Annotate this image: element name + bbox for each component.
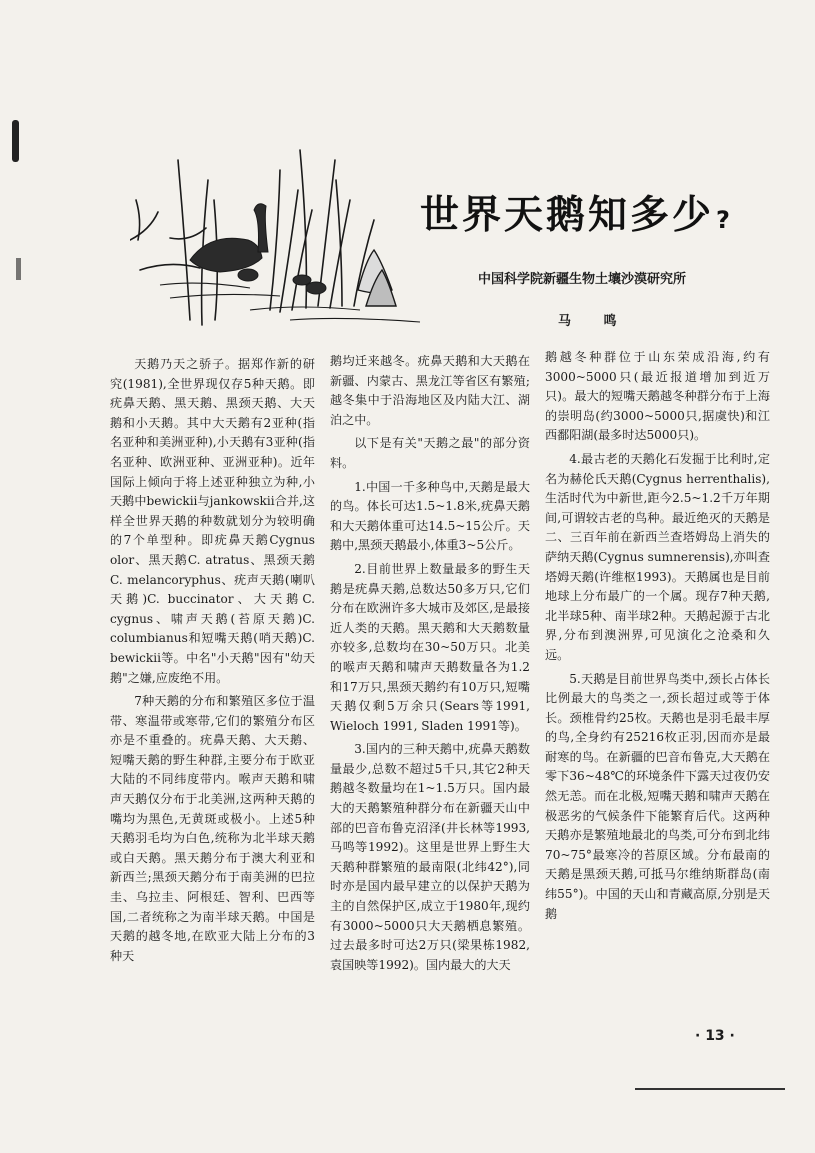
title-text: 世界天鹅知多少 [420, 193, 715, 239]
paragraph: 1.中国一千多种鸟中,天鹅是最大的鸟。体长可达1.5~1.8米,疣鼻天鹅和大天鹅体重可达14.5~15公斤。天鹅中,黑颈天鹅最小,体重3~5公斤。 [330, 479, 530, 553]
paragraph: 天鹅乃天之骄子。据郑作新的研究(1981),全世界现仅存5种天鹅。即疣鼻天鹅、黑天鹅、黑颈天鹅、大天鹅和小天鹅。其中大天鹅有2亚种(指名亚种和美洲亚种),小天鹅有3亚种(指名亚种、欧洲亚种、亚洲亚种)。近年国际上倾向于将上述亚种独立为种,小天鹅中bewickii与jankowskii合并,这样全世界天鹅的种数就划分为较明确的7个单型种。即疣鼻天鹅Cygnus olor、黑天鹅C. atratus、黑颈天鹅C. melancoryphus、疣声天鹅(喇叭天鹅)C. buccinator、大天鹅C. cygnus、啸声天鹅(苔原天鹅)C. columbianus和短嘴天鹅(哨天鹅)C. bewickii等。中名"小天鹅"因有"幼天鹅"之嫌,应废绝不用。 [110, 357, 315, 685]
paragraph: 5.天鹅是目前世界鸟类中,颈长占体长比例最大的鸟类之一,颈长超过或等于体长。颈椎骨约25枚。天鹅也是羽毛最丰厚的鸟,全身约有25216枚正羽,因而亦是最耐寒的鸟。在新疆的巴音布鲁克,大天鹅在零下36~48℃的环境条件下露天过夜仍安然无恙。而在北极,短嘴天鹅和啸声天鹅在极恶劣的气候条件下能繁育后代。这两种天鹅亦是繁殖地最北的鸟类,可分布到北纬70~75°最寒冷的苔原区域。分布最南的天鹅是黑颈天鹅,可抵马尔维纳斯群岛(南纬55°)。中国的天山和青藏高原,分别是天鹅 [545, 671, 770, 921]
text-column-1 [110, 355, 315, 1060]
scan-mark [12, 120, 19, 162]
swan-illustration [130, 120, 430, 340]
paragraph: 7种天鹅的分布和繁殖区多位于温带、寒温带或寒带,它们的繁殖分布区亦是不重叠的。疣鼻天鹅、大天鹅、短嘴天鹅的野生种群,主要分布于欧亚大陆的不同纬度带内。喉声天鹅和啸声天鹅仅分布于北美洲,这两种天鹅的嘴均为黑色,无黄斑或极小。上述5种天鹅羽毛均为白色,统称为北半球天鹅或白天鹅。黑天鹅分布于澳大利亚和新西兰;黑颈天鹅分布于南美洲的巴拉圭、乌拉圭、阿根廷、智利、巴西等国,二者统称之为南半球天鹅。中国是天鹅的越冬地,在欧亚大陆上分布的3种天 [110, 694, 315, 963]
footer-rule [635, 1088, 785, 1090]
title-mark: ? [716, 206, 733, 235]
text-column-3 [545, 348, 770, 1068]
author-affiliation: 中国科学院新疆生物土壤沙漠研究所 [478, 272, 687, 287]
paragraph: 鹅均迁来越冬。疣鼻天鹅和大天鹅在新疆、内蒙古、黑龙江等省区有繁殖;越冬集中于沿海地区及内陆大江、湖泊之中。 [330, 354, 530, 427]
paragraph: 4.最古老的天鹅化石发掘于比利时,定名为赫伦氏天鹅(Cygnus herrenthalis),生活时代为中新世,距今2.5~1.2千万年期间,可谓较古老的鸟种。最近绝灭的天鹅是二、三百年前在新西兰查塔姆岛上消失的萨纳天鹅(Cygnus sumnerensis),亦叫查塔姆天鹅(许维枢1993)。天鹅属也是目前地球上分布最广的一个属。现存7种天鹅,北半球5种、南半球2种。天鹅起源于古北界,分布到澳洲界,可见演化之沧桑和久远。 [545, 451, 770, 662]
paragraph: 2.目前世界上数量最多的野生天鹅是疣鼻天鹅,总数达50多万只,它们分布在欧洲许多大城市及郊区,是最接近人类的天鹅。黑天鹅和大天鹅数量亦较多,总数均在30~50万只。北美的喉声天鹅和啸声天鹅数量各为1.2和17万只,黑颈天鹅约有10万只,短嘴天鹅仅剩5万余只(Sears等1991, Wieloch 1991, Sladen 1991等)。 [330, 561, 530, 733]
page-number: · 13 · [695, 1028, 735, 1044]
paragraph: 鹅越冬种群位于山东荣成沿海,约有3000~5000只(最近报道增加到近万只)。最大的短嘴天鹅越冬种群分布于上海的崇明岛(约3000~5000只,据虞快)和江西鄱阳湖(最多时达5000只)。 [545, 350, 770, 443]
text-column-2 [330, 352, 530, 1067]
article-title [420, 184, 733, 240]
scan-mark [16, 258, 21, 280]
paragraph: 3.国内的三种天鹅中,疣鼻天鹅数量最少,总数不超过5千只,其它2种天鹅越冬数量均在1~1.5万只。国内最大的天鹅繁殖种群分布在新疆天山中部的巴音布鲁克沼泽(井长林等1993,马鸣等1992)。这里是世界上野生大天鹅种群繁殖的最南限(北纬42°),同时亦是国内最早建立的以保护天鹅为主的自然保护区,成立于1980年,现约有3000~5000只大天鹅栖息繁殖。过去最多时可达2万只(梁果栋1982,袁国映等1992)。国内最大的大天 [330, 742, 530, 972]
author-name: 马 鸣 [558, 314, 631, 329]
paragraph: 以下是有关"天鹅之最"的部分资料。 [330, 436, 530, 470]
